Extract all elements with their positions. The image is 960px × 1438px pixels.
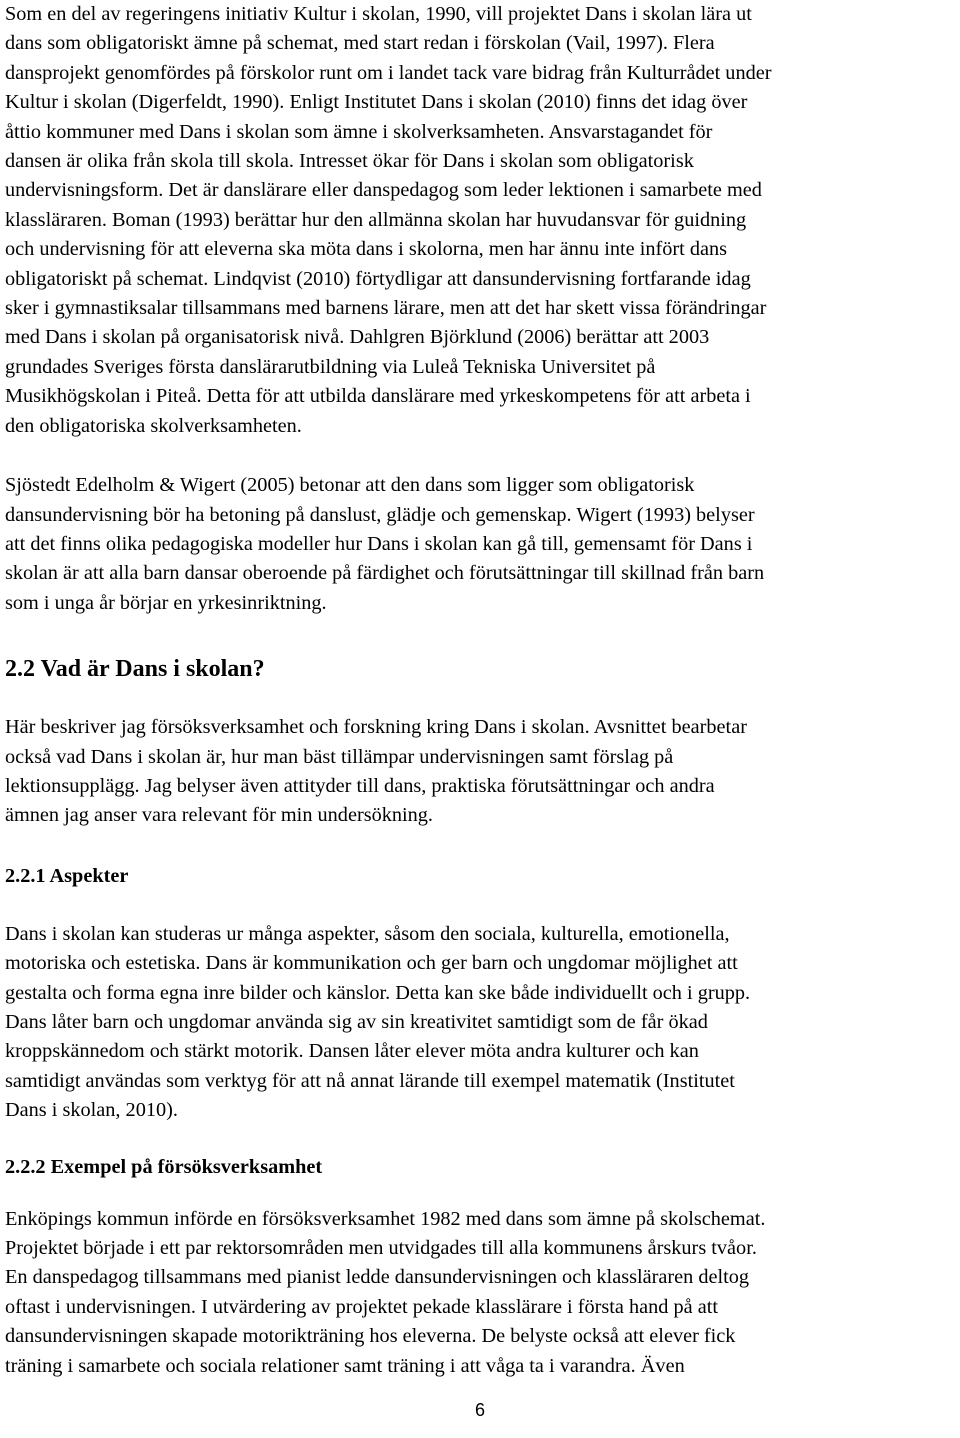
text-line: Här beskriver jag försöksverksamhet och forskning kring Dans i skolan. Avsnittet bearbetar xyxy=(5,716,747,739)
text-line: samtidigt användas som verktyg för att nå annat lärande till exempel matematik (Institutet xyxy=(5,1069,735,1092)
heading-spacer xyxy=(5,684,955,713)
text-line: grundades Sveriges första danslärarutbildning via Luleå Tekniska Universitet på xyxy=(5,355,656,378)
text-line: den obligatoriska skolverksamheten. xyxy=(5,414,302,437)
page-content xyxy=(5,0,955,1381)
text-line: gestalta och forma egna inre bilder och känslor. Detta kan ske både individuellt och i grupp. xyxy=(5,981,751,1004)
heading-spacer xyxy=(5,1182,955,1205)
second-paragraph xyxy=(5,471,955,618)
text-line: Dans i skolan kan studeras ur många aspekter, såsom den sociala, kulturella, emotionella, xyxy=(5,922,730,945)
text-line: Sjöstedt Edelholm & Wigert (2005) betonar att den dans som ligger som obligatorisk xyxy=(5,474,695,497)
text-line: lektionsupplägg. Jag belyser även attityder till dans, praktiska förutsättningar och andra xyxy=(5,774,715,797)
text-line: Kultur i skolan (Digerfeldt, 1990). Enligt Institutet Dans i skolan (2010) finns det idag över xyxy=(5,91,748,114)
text-line: skolan är att alla barn dansar oberoende på färdighet och förutsättningar till skillnad från barn xyxy=(5,562,765,585)
section-heading-2-2-1: 2.2.1 Aspekter xyxy=(5,864,129,887)
heading-spacer xyxy=(5,891,955,920)
section-heading-2-2-2: 2.2.2 Exempel på försöksverksamhet xyxy=(5,1155,323,1178)
text-line: också vad Dans i skolan är, hur man bäst tillämpar undervisningen samt förslag på xyxy=(5,745,674,768)
text-line: Dans låter barn och ungdomar använda sig av sin kreativitet samtidigt som de får ökad xyxy=(5,1010,708,1033)
paragraph-spacer xyxy=(5,1126,955,1152)
section-2-2-1-paragraph xyxy=(5,920,955,1126)
text-line: och undervisning för att eleverna ska möta dans i skolorna, men har ännu inte infört dans xyxy=(5,238,728,261)
text-line: dans som obligatoriskt ämne på schemat, med start redan i förskolan (Vail, 1997). Flera xyxy=(5,32,715,55)
text-line: att det finns olika pedagogiska modeller hur Dans i skolan kan gå till, gemensamt för Dans i xyxy=(5,532,753,555)
text-line: som i unga år börjar en yrkesinriktning. xyxy=(5,591,327,614)
text-line: En danspedagog tillsammans med pianist ledde dansundervisningen och klassläraren deltog xyxy=(5,1266,750,1289)
text-line: dansprojekt genomfördes på förskolor runt om i landet tack vare bidrag från Kulturrådet under xyxy=(5,61,772,84)
text-line: motoriska och estetiska. Dans är kommunikation och ger barn och ungdomar möjlighet att xyxy=(5,952,738,975)
text-line: dansundervisningen skapade motorikträning hos eleverna. De belyste också att elever fick xyxy=(5,1325,736,1348)
text-line: klassläraren. Boman (1993) berättar hur den allmänna skolan har huvudansvar för guidning xyxy=(5,208,747,231)
text-line: dansen är olika från skola till skola. Intresset ökar för Dans i skolan som obligatorisk xyxy=(5,150,694,173)
text-line: Som en del av regeringens initiativ Kultur i skolan, 1990, vill projektet Dans i skolan lära ut xyxy=(5,3,752,25)
text-line: dansundervisning bör ha betoning på danslust, glädje och gemenskap. Wigert (1993) belyser xyxy=(5,503,755,526)
text-line: Musikhögskolan i Piteå. Detta för att utbilda danslärare med yrkeskompetens för att arbeta i xyxy=(5,385,751,408)
text-line: åttio kommuner med Dans i skolan som ämne i skolverksamheten. Ansvarstagandet för xyxy=(5,120,713,143)
text-line: Enköpings kommun införde en försöksverksamhet 1982 med dans som ämne på skolschemat. xyxy=(5,1207,766,1230)
text-line: kroppskännedom och stärkt motorik. Dansen låter elever möta andra kulturer och kan xyxy=(5,1040,699,1063)
text-line: obligatoriskt på schemat. Lindqvist (2010) förtydligar att dansundervisning fortfarande idag xyxy=(5,267,751,290)
section-2-2-paragraph xyxy=(5,713,955,831)
paragraph-spacer xyxy=(5,441,955,471)
section-heading-2-2: 2.2 Vad är Dans i skolan? xyxy=(5,656,265,683)
text-line: träning i samarbete och sociala relationer samt träning i att våga ta i varandra. Även xyxy=(5,1354,685,1377)
intro-paragraph xyxy=(5,0,955,441)
text-line: undervisningsform. Det är danslärare eller danspedagog som leder lektionen i samarbete med xyxy=(5,179,762,202)
text-line: oftast i undervisningen. I utvärdering av projektet pekade klasslärare i första hand på att xyxy=(5,1295,718,1318)
paragraph-spacer xyxy=(5,831,955,861)
text-line: med Dans i skolan på organisatorisk nivå. Dahlgren Björklund (2006) berättar att 2003 xyxy=(5,326,710,349)
text-line: Dans i skolan, 2010). xyxy=(5,1099,178,1122)
text-line: Projektet började i ett par rektorsområden men utvidgades till alla kommunens årskurs tvåor. xyxy=(5,1237,757,1259)
section-2-2-2-paragraph xyxy=(5,1205,955,1381)
page-number: 6 xyxy=(474,1400,485,1420)
text-line: ämnen jag anser vara relevant för min undersökning. xyxy=(5,804,434,827)
text-line: sker i gymnastiksalar tillsammans med barnens lärare, men att det har skett vissa förändringar xyxy=(5,297,767,320)
